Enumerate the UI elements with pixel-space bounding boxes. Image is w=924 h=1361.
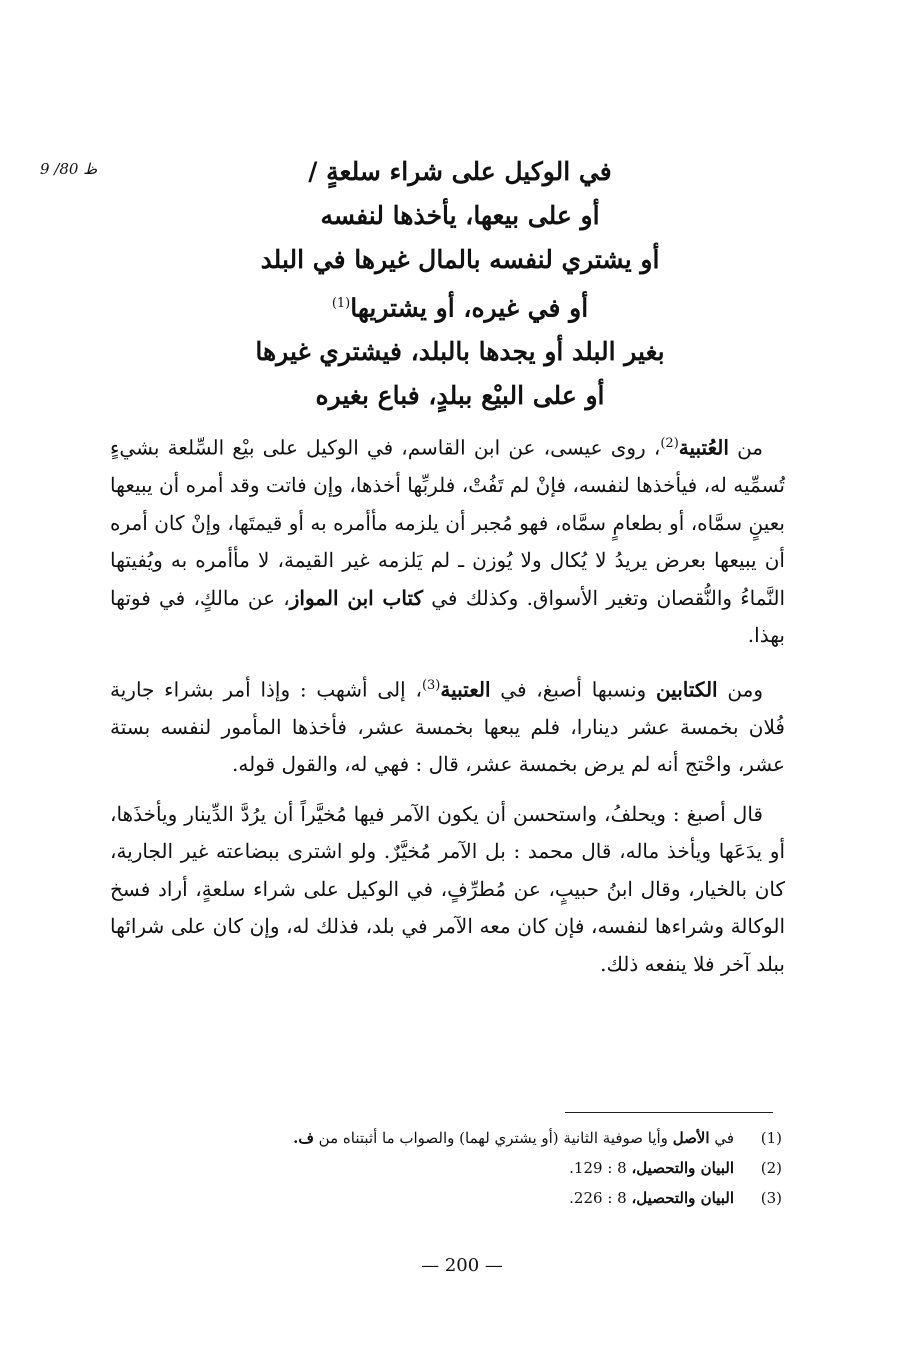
footnote-1-source: الأصل xyxy=(672,1129,710,1147)
main-text xyxy=(110,425,785,983)
manuscript-folio-reference: 9 /80 ظ xyxy=(40,160,98,178)
footnote-ref-1: (1) xyxy=(331,296,351,311)
heading-line-6: أو على البيْع ببلدٍ، فباع بغيره xyxy=(315,381,605,411)
footnote-3 xyxy=(160,1183,782,1213)
heading-line-3: أو يشتري لنفسه بالمال غيرها في البلد xyxy=(260,245,660,274)
paragraph-2 xyxy=(110,667,785,784)
p1-text-a: من xyxy=(737,435,763,460)
footnote-2 xyxy=(160,1153,782,1183)
footnote-3-citation: 8 : 226. xyxy=(569,1189,627,1207)
heading-line-4-text: أو في غيره، أو يشتريها xyxy=(350,293,589,323)
footnote-number: (1) xyxy=(760,1129,782,1147)
footnote-2-source: البيان والتحصيل، xyxy=(631,1159,734,1177)
heading-line-2: أو على بيعها، يأخذها لنفسه xyxy=(320,201,600,230)
footnote-divider xyxy=(565,1112,773,1113)
heading-line-1: في الوكيل على شراء سلعةٍ / xyxy=(308,157,612,186)
footnotes xyxy=(160,1123,782,1213)
footnote-1-manuscript: ف. xyxy=(293,1129,314,1147)
footnote-1-text-c: وأيا صوفية الثانية (أو يشتري لهما) والصواب ما أثبتناه من xyxy=(318,1129,668,1147)
footnote-number: (3) xyxy=(760,1189,782,1207)
paragraph-1 xyxy=(110,425,785,655)
p1-text-e: ، عن مالكٍ، في فوتها بهذا. xyxy=(110,585,785,648)
footnote-3-source: البيان والتحصيل، xyxy=(631,1189,734,1207)
p1-source-name: العُتبية xyxy=(678,435,729,460)
p1-text-c: ، روى عيسى، عن ابن القاسم، في الوكيل على بيْع السِّلعة بشيءٍ تُسمِّيه له، فيأخذها لنفسه، فإنْ لم تَفُتْ، فلربِّها أخذها، وإن فاتت وقد أمره أن يبيعها بعينٍ سمَّاه، أو بطعامٍ سمَّاه، فهو مُجبر أن يلزمه مأأمره به أو قيمتَها، وإنْ كان أمره أن يبيعها بعرض يريدُ لا يُكال ولا يُوزن ـ لم يَلزمه غير القيمة، لا مأأمره به ويُفيتها النَّماءُ والنُّقصان وتغير الأسواق. وكذلك في xyxy=(110,435,786,610)
footnote-2-citation: 8 : 129. xyxy=(569,1159,627,1177)
p3-text: قال أصبغ : ويحلفُ، واستحسن أن يكون الآمر فيها مُخيَّراً أن يرُدَّ الدِّينار ويأخذَها، أو يدَعَها ويأخذ ماله، قال محمد : بل الآمر مُخيَّرٌ. ولو اشترى ببضاعته غير الجارية، كان بالخيار، وقال ابنُ حبيبٍ، عن مُطرِّفٍ، في الوكيل على شراء سلعةٍ، أراد فسخ الوكالة وشراءها لنفسه، فإن كان معه الآمر في بلد، فذلك له، وإن كان على شرائها ببلد آخر فلا ينفعه ذلك. xyxy=(110,801,785,976)
footnote-ref-2: (2) xyxy=(660,436,679,451)
paragraph-3 xyxy=(110,796,785,984)
p2-text-a: ومن xyxy=(727,677,763,702)
p2-source-name: العتبية xyxy=(440,677,491,702)
footnote-ref-3: (3) xyxy=(421,677,441,693)
p2-text-e: ، إلى أشهب : وإذا أمر بشراء جارية فُلان بخمسة عشر دينارا، فلم يبعها بخمسة عشر، فأخذها المأمور لنفسه بستة عشر، واحْتج أنه لم يرض بخمسة عشر، قال : فهي له، والقول قوله. xyxy=(110,677,785,777)
footnote-number: (2) xyxy=(760,1159,782,1177)
p2-books: الكتابين xyxy=(655,677,718,702)
footnote-1 xyxy=(160,1123,782,1153)
heading-line-4 xyxy=(200,282,720,330)
footnote-1-text-a: في xyxy=(714,1129,734,1147)
page-number: — 200 — xyxy=(421,1255,503,1276)
p2-text-c: ونسبها أصبغ، في xyxy=(500,677,647,702)
heading-line-5: بغير البلد أو يجدها بالبلد، فيشتري غيرها xyxy=(255,337,665,367)
section-heading xyxy=(200,150,720,418)
p1-book-title: كتاب ابن المواز xyxy=(289,585,424,610)
